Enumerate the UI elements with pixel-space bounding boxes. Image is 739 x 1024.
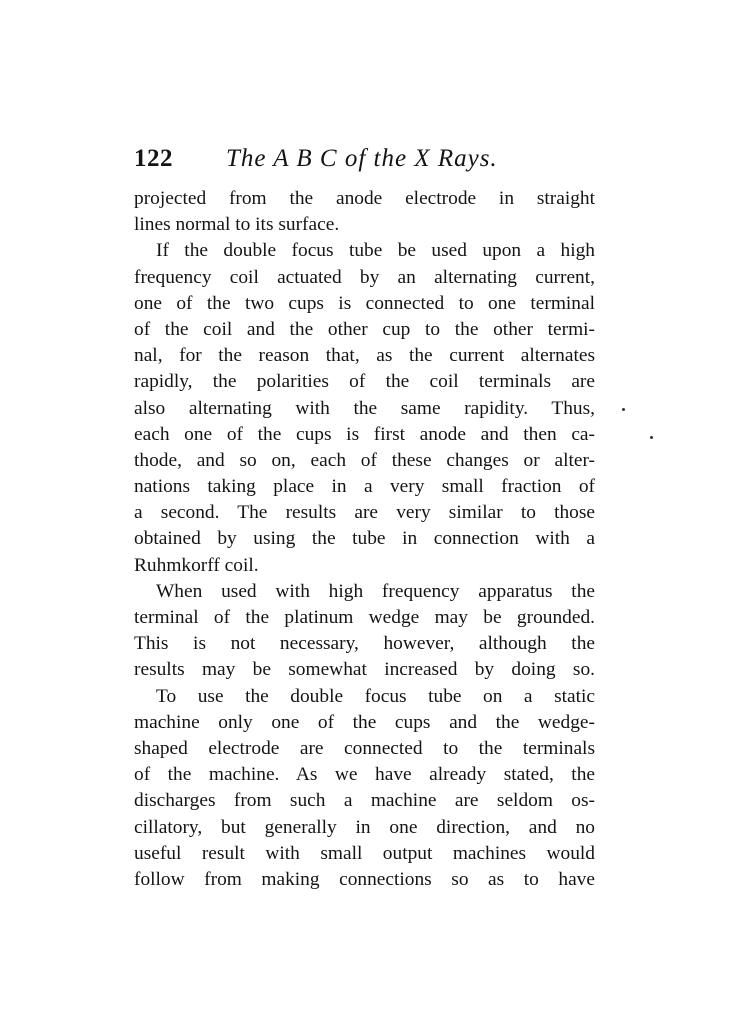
text-line-2: lines normal to its surface.: [134, 214, 340, 236]
text-line-8: rapidly, the polarities of the coil terminals are: [134, 371, 595, 393]
text-line-27: follow from making connections so as to have: [134, 868, 595, 890]
text-line-13: a second. The results are very similar to those: [134, 502, 595, 524]
running-title: The A B C of the X Rays.: [226, 145, 498, 172]
text-line-14: obtained by using the tube in connection with a: [134, 528, 595, 550]
text-line-19: results may be somewhat increased by doing so.: [134, 659, 595, 681]
text-line-15: Ruhmkorff coil.: [134, 554, 259, 576]
text-line-12: nations taking place in a very small fraction of: [134, 476, 595, 498]
page-number: 122: [134, 145, 173, 172]
body-text: [134, 186, 595, 893]
text-line-1: projected from the anode electrode in straight: [134, 188, 595, 209]
text-line-4: frequency coil actuated by an alternating current,: [134, 266, 595, 288]
text-line-6: of the coil and the other cup to the other termi-: [134, 318, 595, 340]
scan-speck: [650, 436, 653, 439]
text-line-23: of the machine. As we have already stated, the: [134, 764, 595, 786]
text-line-21: machine only one of the cups and the wedge-: [134, 711, 595, 733]
scan-speck: [622, 408, 625, 411]
text-line-22: shaped electrode are connected to the terminals: [134, 737, 595, 759]
text-line-25: cillatory, but generally in one direction, and no: [134, 816, 595, 838]
text-line-9: also alternating with the same rapidity. Thus,: [134, 397, 595, 419]
text-line-24: discharges from such a machine are seldom os-: [134, 790, 595, 812]
text-line-26: useful result with small output machines would: [134, 842, 595, 864]
text-line-3: If the double focus tube be used upon a high: [156, 240, 595, 262]
text-line-17: terminal of the platinum wedge may be grounded.: [134, 607, 595, 628]
text-line-10: each one of the cups is first anode and then ca-: [134, 423, 595, 445]
text-line-16: When used with high frequency apparatus the: [156, 580, 595, 602]
text-line-20: To use the double focus tube on a static: [156, 685, 595, 707]
running-head: [134, 143, 604, 175]
text-line-7: nal, for the reason that, as the current alternates: [134, 345, 595, 367]
text-line-18: This is not necessary, however, although the: [134, 633, 595, 655]
text-line-11: thode, and so on, each of these changes or alter-: [134, 449, 595, 471]
text-line-5: one of the two cups is connected to one terminal: [134, 292, 595, 314]
